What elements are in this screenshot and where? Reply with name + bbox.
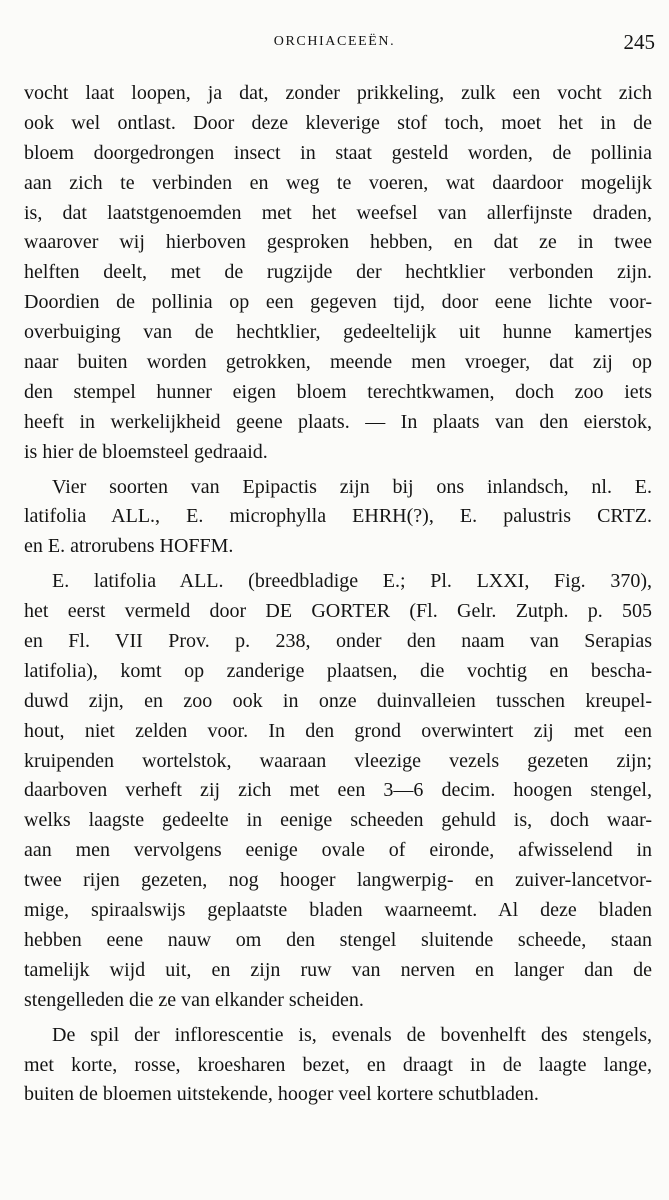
- text-line: aan zich te verbinden en weg te voeren, wat daardoor mogelijk: [24, 171, 652, 194]
- text-line: is, dat laatstgenoemden met het weefsel van allerfijnste draden,: [24, 201, 652, 224]
- text-line: E. latifolia ALL. (breedbladige E.; Pl. LXXI, Fig. 370),: [52, 570, 652, 593]
- text-line: tamelijk wijd uit, en zijn ruw van nerven en langer dan de: [24, 958, 652, 981]
- text-line: latifolia), komt op zanderige plaatsen, die vochtig en bescha-: [24, 659, 652, 682]
- text-line: kruipenden wortelstok, waaraan vleezige vezels gezeten zijn;: [24, 749, 652, 772]
- paragraph: [24, 473, 652, 563]
- page-number: 245: [623, 30, 655, 54]
- text-line: ook wel ontlast. Door deze kleverige stof toch, moet het in de: [24, 111, 652, 134]
- text-line: en E. atrorubens HOFFM.: [24, 535, 234, 558]
- text-line: Vier soorten van Epipactis zijn bij ons inlandsch, nl. E.: [52, 475, 652, 498]
- text-line: den stempel hunner eigen bloem terechtkwamen, doch zoo iets: [24, 380, 652, 403]
- text-line: en Fl. VII Prov. p. 238, onder den naam van Serapias: [24, 630, 652, 653]
- text-line: vocht laat loopen, ja dat, zonder prikkeling, zulk een vocht zich: [24, 82, 652, 104]
- text-line: Doordien de pollinia op een gegeven tijd, door eene lichte voor-: [24, 291, 652, 314]
- paragraph: [24, 79, 652, 468]
- text-line: hout, niet zelden voor. In den grond overwintert zij met een: [24, 719, 652, 742]
- text-line: De spil der inflorescentie is, evenals de bovenhelft des stengels,: [52, 1023, 652, 1046]
- paragraph: [24, 1021, 652, 1111]
- text-line: mige, spiraalswijs geplaatste bladen waarneemt. Al deze bladen: [24, 899, 652, 922]
- text-line: duwd zijn, en zoo ook in onze duinvalleien tusschen kreupel-: [24, 689, 652, 712]
- text-line: helften deelt, met de rugzijde der hechtklier verbonden zijn.: [24, 261, 652, 284]
- text-line: stengelleden die ze van elkander scheiden.: [24, 988, 364, 1011]
- text-line: buiten de bloemen uitstekende, hooger veel kortere schutbladen.: [24, 1083, 539, 1106]
- text-line: met korte, rosse, kroesharen bezet, en draagt in de laagte lange,: [24, 1053, 652, 1076]
- text-line: twee rijen gezeten, nog hooger langwerpig- en zuiver-lancetvor-: [24, 869, 652, 892]
- page-header: [0, 30, 669, 58]
- text-line: heeft in werkelijkheid geene plaats. — In plaats van den eierstok,: [24, 410, 652, 433]
- text-line: welks laagste gedeelte in eenige scheeden gehuld is, doch waar-: [24, 809, 652, 832]
- text-line: bloem doorgedrongen insect in staat gesteld worden, de pollinia: [24, 141, 652, 164]
- text-line: is hier de bloemsteel gedraaid.: [24, 440, 268, 463]
- text-line: overbuiging van de hechtklier, gedeeltelijk uit hunne kamertjes: [24, 321, 652, 344]
- text-line: aan men vervolgens eenige ovale of eironde, afwisselend in: [24, 839, 652, 862]
- body-text: [24, 79, 652, 1110]
- text-line: daarboven verheft zij zich met een 3—6 decim. hoogen stengel,: [24, 779, 652, 802]
- running-head: ORCHIACEEËN.: [273, 34, 396, 49]
- text-line: naar buiten worden getrokken, meende men vroeger, dat zij op: [24, 351, 652, 374]
- text-line: waarover wij hierboven gesproken hebben, en dat ze in twee: [24, 231, 652, 254]
- paragraph: [24, 567, 652, 1015]
- text-line: het eerst vermeld door DE GORTER (Fl. Gelr. Zutph. p. 505: [24, 600, 652, 623]
- text-line: latifolia ALL., E. microphylla EHRH(?), E. palustris CRTZ.: [24, 505, 652, 528]
- text-line: hebben eene nauw om den stengel sluitende scheede, staan: [24, 928, 652, 951]
